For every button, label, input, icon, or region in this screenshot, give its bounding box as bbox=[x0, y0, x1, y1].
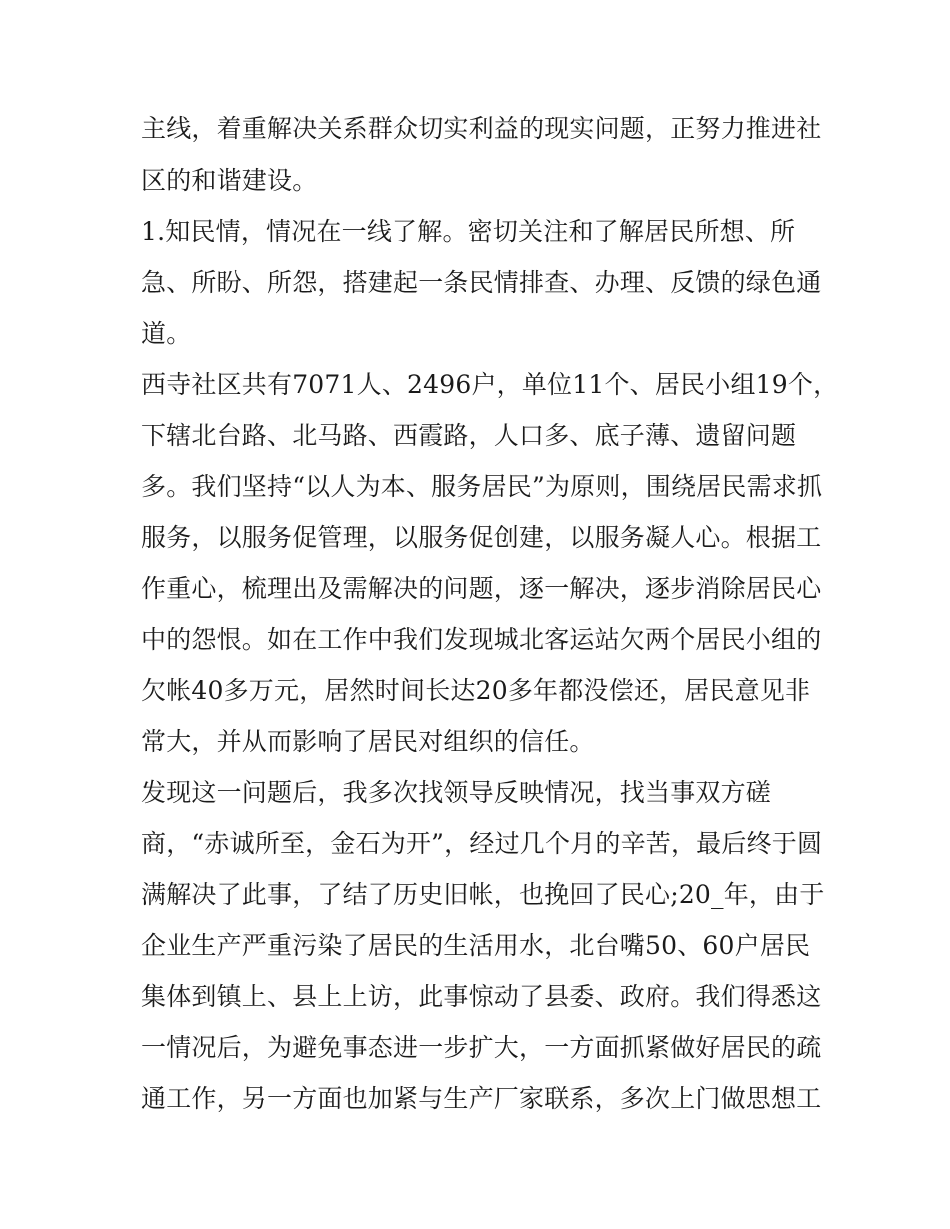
text-line: 道。 bbox=[141, 319, 192, 348]
text-line: 下辖北台路、北马路、西霞路，人口多、底子薄、遗留问题 bbox=[141, 421, 797, 450]
text-line: 商，“赤诚所至，金石为开”，经过几个月的辛苦，最后终于圆 bbox=[141, 829, 823, 858]
text-line: 作重心，梳理出及需解决的问题，逐一解决，逐步消除居民心 bbox=[141, 574, 822, 603]
text-line: 急、所盼、所怨，搭建起一条民情排查、办理、反馈的绿色通 bbox=[141, 268, 822, 297]
text-line: 一情况后，为避免事态进一步扩大，一方面抓紧做好居民的疏 bbox=[141, 1033, 822, 1062]
text-line: 通工作，另一方面也加紧与生产厂家联系，多次上门做思想工 bbox=[141, 1084, 822, 1113]
text-line: 集体到镇上、县上上访，此事惊动了县委、政府。我们得悉这 bbox=[141, 982, 822, 1011]
text-line: 欠帐40多万元，居然时间长达20多年都没偿还，居民意见非 bbox=[141, 676, 811, 705]
text-line: 服务，以服务促管理，以服务促创建，以服务凝人心。根据工 bbox=[141, 523, 822, 552]
text-line: 西寺社区共有7071人、2496户，单位11个、居民小组19个， bbox=[141, 370, 839, 399]
text-line: 主线，着重解决关系群众切实利益的现实问题，正努力推进社 bbox=[141, 114, 822, 143]
text-line: 企业生产严重污染了居民的生活用水，北台嘴50、60户居民 bbox=[141, 931, 811, 960]
text-line: 中的怨恨。如在工作中我们发现城北客运站欠两个居民小组的 bbox=[141, 625, 822, 654]
text-line: 满解决了此事，了结了历史旧帐，也挽回了民心;20_年，由于 bbox=[141, 880, 825, 909]
text-line: 常大，并从而影响了居民对组织的信任。 bbox=[141, 727, 595, 756]
text-line: 区的和谐建设。 bbox=[141, 166, 318, 195]
text-line: 多。我们坚持“以人为本、服务居民”为原则，围绕居民需求抓 bbox=[141, 472, 823, 501]
text-line: 1.知民情，情况在一线了解。密切关注和了解居民所想、所 bbox=[141, 217, 796, 246]
text-line: 发现这一问题后，我多次找领导反映情况，找当事双方磋 bbox=[141, 778, 772, 807]
